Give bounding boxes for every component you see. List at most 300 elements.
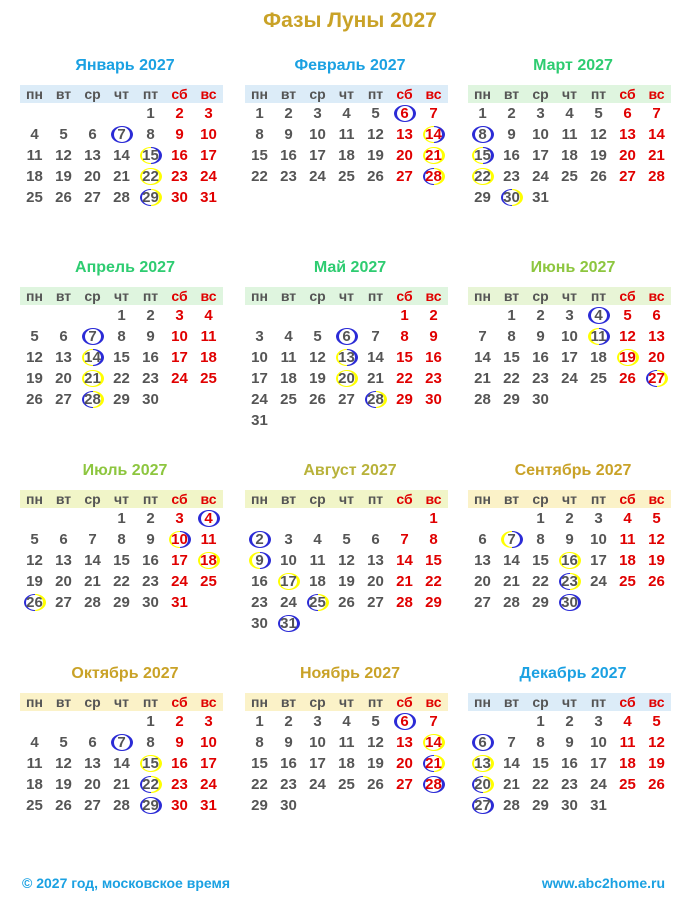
day-cell: 3 xyxy=(204,713,213,730)
day-cell: 1 xyxy=(117,510,126,527)
day-cell: 22 xyxy=(503,370,520,387)
day-cell: 10 xyxy=(251,349,268,366)
day-full-moon: 16 xyxy=(555,550,584,571)
day-cell: 29 xyxy=(425,594,442,611)
weekday-label: сб xyxy=(613,85,642,103)
day-cell: 22 xyxy=(532,573,549,590)
day-cell: 19 xyxy=(367,755,384,772)
weekday-label: пн xyxy=(468,490,497,508)
month-title: Сентябрь 2027 xyxy=(514,462,632,479)
day-cell: 20 xyxy=(396,147,413,164)
day-cell: 14 xyxy=(503,755,520,772)
weekday-label: ср xyxy=(526,85,555,103)
day-cell: 18 xyxy=(619,755,636,772)
day-cell: 26 xyxy=(619,370,636,387)
empty-cell xyxy=(642,592,671,613)
weekday-label: пт xyxy=(361,287,390,305)
empty-cell xyxy=(332,795,361,816)
week-row xyxy=(245,592,455,613)
day-lq-moon: 20 xyxy=(468,774,497,795)
empty-cell xyxy=(303,613,332,634)
week-row xyxy=(468,774,678,795)
month-3 xyxy=(468,57,678,208)
month-title: Июль 2027 xyxy=(82,462,168,479)
day-cell: 13 xyxy=(55,349,72,366)
day-cell: 28 xyxy=(503,594,520,611)
empty-cell xyxy=(419,795,448,816)
weekday-label: ср xyxy=(526,490,555,508)
week-row xyxy=(20,187,230,208)
day-cell: 19 xyxy=(367,147,384,164)
day-cell: 27 xyxy=(84,797,101,814)
empty-cell xyxy=(642,389,671,410)
day-cell: 9 xyxy=(429,328,438,345)
weekday-label: вс xyxy=(419,693,448,711)
day-new-moon: 4 xyxy=(194,508,223,529)
day-cell: 20 xyxy=(367,573,384,590)
empty-cell xyxy=(332,305,361,326)
empty-cell xyxy=(20,508,49,529)
day-cell: 11 xyxy=(309,552,326,569)
day-cell: 16 xyxy=(561,755,578,772)
day-cell: 5 xyxy=(30,328,39,345)
day-cell: 28 xyxy=(113,189,130,206)
day-cell: 9 xyxy=(175,126,184,143)
weekday-label: вс xyxy=(194,287,223,305)
day-cell: 20 xyxy=(648,349,665,366)
weekday-label: пн xyxy=(245,287,274,305)
day-cell: 5 xyxy=(30,531,39,548)
day-cell: 18 xyxy=(26,776,43,793)
day-cell: 14 xyxy=(84,552,101,569)
day-cell: 9 xyxy=(284,126,293,143)
day-cell: 14 xyxy=(367,349,384,366)
day-cell: 23 xyxy=(532,370,549,387)
day-cell: 26 xyxy=(55,189,72,206)
day-cell: 11 xyxy=(280,349,297,366)
day-cell: 21 xyxy=(396,573,413,590)
weekday-label: пт xyxy=(584,490,613,508)
weekday-header xyxy=(20,85,230,103)
weekday-label: вс xyxy=(194,490,223,508)
empty-cell xyxy=(361,508,390,529)
day-cell: 3 xyxy=(284,531,293,548)
weekday-label: ср xyxy=(303,693,332,711)
day-cell: 10 xyxy=(532,126,549,143)
day-cell: 23 xyxy=(251,594,268,611)
empty-cell xyxy=(49,508,78,529)
week-row xyxy=(468,124,678,145)
day-cell: 3 xyxy=(565,307,574,324)
day-cell: 24 xyxy=(309,776,326,793)
day-cell: 30 xyxy=(171,189,188,206)
week-row xyxy=(20,774,230,795)
day-grid xyxy=(245,305,455,431)
day-cell: 21 xyxy=(84,573,101,590)
day-cell: 25 xyxy=(26,797,43,814)
day-cell: 26 xyxy=(55,797,72,814)
day-lq-moon: 30 xyxy=(497,187,526,208)
day-new-moon: 29 xyxy=(136,795,165,816)
day-cell: 3 xyxy=(204,105,213,122)
day-cell: 12 xyxy=(26,349,43,366)
day-cell: 23 xyxy=(142,370,159,387)
day-cell: 19 xyxy=(26,370,43,387)
day-cell: 15 xyxy=(251,147,268,164)
empty-cell xyxy=(390,410,419,431)
day-cell: 8 xyxy=(429,531,438,548)
empty-cell xyxy=(584,592,613,613)
weekday-label: пн xyxy=(20,693,49,711)
weekday-label: чт xyxy=(107,490,136,508)
day-new-moon: 27 xyxy=(468,795,497,816)
day-cell: 1 xyxy=(146,713,155,730)
day-cell: 26 xyxy=(309,391,326,408)
day-cell: 21 xyxy=(648,147,665,164)
empty-cell xyxy=(49,305,78,326)
day-cell: 21 xyxy=(367,370,384,387)
weekday-label: вт xyxy=(49,490,78,508)
day-cell: 25 xyxy=(619,573,636,590)
day-full-moon: 17 xyxy=(274,571,303,592)
empty-cell xyxy=(497,711,526,732)
empty-cell xyxy=(332,410,361,431)
day-cell: 23 xyxy=(280,776,297,793)
day-cell: 17 xyxy=(309,147,326,164)
week-row xyxy=(245,613,455,634)
day-cell: 15 xyxy=(113,349,130,366)
empty-cell xyxy=(274,410,303,431)
empty-cell xyxy=(107,711,136,732)
empty-cell xyxy=(303,305,332,326)
day-cell: 26 xyxy=(338,594,355,611)
week-row xyxy=(245,347,455,368)
day-cell: 7 xyxy=(429,713,438,730)
day-full-moon: 21 xyxy=(419,145,448,166)
day-full-moon: 20 xyxy=(332,368,361,389)
day-cell: 2 xyxy=(507,105,516,122)
day-cell: 7 xyxy=(507,734,516,751)
day-cell: 21 xyxy=(503,776,520,793)
weekday-label: сб xyxy=(165,85,194,103)
month-title: Октябрь 2027 xyxy=(71,665,179,682)
day-cell: 10 xyxy=(309,734,326,751)
day-full-moon: 22 xyxy=(468,166,497,187)
day-cell: 10 xyxy=(171,328,188,345)
weekday-label: вт xyxy=(497,85,526,103)
weekday-label: чт xyxy=(555,287,584,305)
weekday-label: вс xyxy=(194,85,223,103)
day-cell: 12 xyxy=(619,328,636,345)
weekday-label: вс xyxy=(642,490,671,508)
empty-cell xyxy=(78,508,107,529)
weekday-label: сб xyxy=(390,490,419,508)
day-cell: 4 xyxy=(30,734,39,751)
day-cell: 12 xyxy=(55,755,72,772)
day-cell: 26 xyxy=(367,168,384,185)
empty-cell xyxy=(390,795,419,816)
month-title: Февраль 2027 xyxy=(294,57,406,74)
day-cell: 1 xyxy=(400,307,409,324)
empty-cell xyxy=(361,305,390,326)
day-cell: 8 xyxy=(146,126,155,143)
weekday-header xyxy=(245,693,455,711)
day-cell: 1 xyxy=(507,307,516,324)
month-11 xyxy=(245,665,455,816)
month-title: Январь 2027 xyxy=(75,57,175,74)
empty-cell xyxy=(361,410,390,431)
weekday-label: сб xyxy=(165,693,194,711)
day-cell: 9 xyxy=(146,328,155,345)
day-cell: 8 xyxy=(117,531,126,548)
day-cell: 18 xyxy=(619,552,636,569)
day-cell: 11 xyxy=(200,328,217,345)
day-grid xyxy=(20,103,230,208)
day-cell: 11 xyxy=(561,126,578,143)
day-cell: 8 xyxy=(400,328,409,345)
day-cell: 16 xyxy=(425,349,442,366)
day-cell: 11 xyxy=(26,147,43,164)
day-cell: 13 xyxy=(55,552,72,569)
day-cell: 17 xyxy=(171,349,188,366)
weekday-label: чт xyxy=(332,693,361,711)
day-cell: 28 xyxy=(474,391,491,408)
day-cell: 13 xyxy=(84,755,101,772)
weekday-label: сб xyxy=(390,693,419,711)
empty-cell xyxy=(390,613,419,634)
day-cell: 13 xyxy=(648,328,665,345)
day-fq-moon: 7 xyxy=(497,529,526,550)
month-title: Декабрь 2027 xyxy=(519,665,627,682)
day-cell: 28 xyxy=(648,168,665,185)
day-cell: 26 xyxy=(26,391,43,408)
weekday-label: пт xyxy=(584,85,613,103)
day-new-moon: 2 xyxy=(245,529,274,550)
day-cell: 8 xyxy=(117,328,126,345)
day-cell: 12 xyxy=(367,734,384,751)
day-cell: 11 xyxy=(200,531,217,548)
day-new-moon: 6 xyxy=(332,326,361,347)
day-cell: 25 xyxy=(338,776,355,793)
day-cell: 25 xyxy=(338,168,355,185)
day-cell: 14 xyxy=(396,552,413,569)
week-row xyxy=(20,145,230,166)
day-grid xyxy=(468,711,678,816)
day-lq-moon: 23 xyxy=(555,571,584,592)
week-row xyxy=(20,124,230,145)
day-grid xyxy=(245,103,455,187)
day-cell: 27 xyxy=(55,391,72,408)
weekday-label: сб xyxy=(165,490,194,508)
day-new-moon: 6 xyxy=(390,103,419,124)
month-title: Август 2027 xyxy=(303,462,397,479)
day-cell: 5 xyxy=(59,734,68,751)
day-cell: 22 xyxy=(532,776,549,793)
weekday-label: пн xyxy=(245,85,274,103)
week-row xyxy=(245,368,455,389)
day-cell: 10 xyxy=(200,734,217,751)
weekday-label: вт xyxy=(274,287,303,305)
empty-cell xyxy=(274,305,303,326)
day-cell: 2 xyxy=(536,307,545,324)
weekday-label: вс xyxy=(419,287,448,305)
day-lq-moon: 28 xyxy=(419,166,448,187)
day-cell: 24 xyxy=(309,168,326,185)
week-row xyxy=(20,166,230,187)
day-cell: 12 xyxy=(26,552,43,569)
website-link[interactable]: www.abc2home.ru xyxy=(541,875,665,891)
week-row xyxy=(20,103,230,124)
day-cell: 16 xyxy=(280,755,297,772)
week-row xyxy=(468,166,678,187)
day-cell: 5 xyxy=(652,713,661,730)
day-cell: 31 xyxy=(171,594,188,611)
day-cell: 5 xyxy=(623,307,632,324)
week-row xyxy=(20,711,230,732)
week-row xyxy=(468,368,678,389)
day-cell: 25 xyxy=(26,189,43,206)
day-cell: 8 xyxy=(536,531,545,548)
week-row xyxy=(20,753,230,774)
day-cell: 15 xyxy=(113,552,130,569)
day-cell: 17 xyxy=(200,755,217,772)
day-cell: 27 xyxy=(367,594,384,611)
month-8 xyxy=(245,462,455,634)
day-new-moon: 30 xyxy=(555,592,584,613)
day-cell: 2 xyxy=(429,307,438,324)
day-cell: 6 xyxy=(59,531,68,548)
empty-cell xyxy=(332,613,361,634)
day-cell: 2 xyxy=(284,105,293,122)
empty-cell xyxy=(303,508,332,529)
weekday-label: чт xyxy=(332,287,361,305)
day-cell: 24 xyxy=(561,370,578,387)
day-new-moon: 28 xyxy=(419,774,448,795)
month-title: Июнь 2027 xyxy=(530,259,616,276)
day-cell: 19 xyxy=(55,776,72,793)
day-cell: 22 xyxy=(113,370,130,387)
day-cell: 16 xyxy=(142,552,159,569)
weekday-label: пн xyxy=(20,490,49,508)
page-title: Фазы Луны 2027 xyxy=(263,9,437,32)
day-cell: 18 xyxy=(338,147,355,164)
day-new-moon: 4 xyxy=(584,305,613,326)
day-cell: 5 xyxy=(594,105,603,122)
day-cell: 10 xyxy=(590,531,607,548)
day-cell: 4 xyxy=(284,328,293,345)
empty-cell xyxy=(361,795,390,816)
day-cell: 26 xyxy=(367,776,384,793)
day-cell: 2 xyxy=(175,105,184,122)
weekday-header xyxy=(20,287,230,305)
day-cell: 9 xyxy=(146,531,155,548)
empty-cell xyxy=(78,711,107,732)
day-new-moon: 31 xyxy=(274,613,303,634)
day-cell: 21 xyxy=(113,776,130,793)
day-cell: 9 xyxy=(175,734,184,751)
day-cell: 3 xyxy=(175,307,184,324)
day-cell: 18 xyxy=(338,755,355,772)
weekday-label: ср xyxy=(78,85,107,103)
day-new-moon: 6 xyxy=(390,711,419,732)
empty-cell xyxy=(419,410,448,431)
day-cell: 4 xyxy=(565,105,574,122)
day-cell: 1 xyxy=(117,307,126,324)
day-cell: 11 xyxy=(619,734,636,751)
weekday-label: ср xyxy=(303,85,332,103)
weekday-label: вс xyxy=(642,287,671,305)
day-cell: 20 xyxy=(55,573,72,590)
day-cell: 9 xyxy=(507,126,516,143)
day-full-moon: 21 xyxy=(78,368,107,389)
day-cell: 6 xyxy=(652,307,661,324)
weekday-label: сб xyxy=(613,287,642,305)
week-row xyxy=(468,347,678,368)
week-row xyxy=(20,326,230,347)
day-grid xyxy=(245,711,455,816)
empty-cell xyxy=(613,389,642,410)
copyright-note: © 2027 год, московское время xyxy=(22,875,230,891)
week-row xyxy=(20,571,230,592)
weekday-label: сб xyxy=(613,490,642,508)
weekday-label: вс xyxy=(642,693,671,711)
day-fq-moon: 14 xyxy=(419,124,448,145)
day-cell: 7 xyxy=(478,328,487,345)
month-title: Ноябрь 2027 xyxy=(300,665,400,682)
day-cell: 19 xyxy=(309,370,326,387)
day-cell: 16 xyxy=(503,147,520,164)
month-10 xyxy=(20,665,230,816)
day-cell: 29 xyxy=(113,594,130,611)
day-grid xyxy=(20,508,230,613)
day-cell: 27 xyxy=(619,168,636,185)
day-cell: 30 xyxy=(425,391,442,408)
day-full-moon: 18 xyxy=(194,550,223,571)
empty-cell xyxy=(497,508,526,529)
day-cell: 19 xyxy=(26,573,43,590)
week-row xyxy=(245,305,455,326)
day-grid xyxy=(468,305,678,410)
empty-cell xyxy=(642,187,671,208)
day-cell: 27 xyxy=(396,776,413,793)
day-lq-moon: 28 xyxy=(78,389,107,410)
weekday-label: ср xyxy=(78,490,107,508)
day-cell: 12 xyxy=(309,349,326,366)
weekday-header xyxy=(245,490,455,508)
weekday-label: пт xyxy=(584,287,613,305)
week-row xyxy=(245,145,455,166)
day-cell: 7 xyxy=(652,105,661,122)
weekday-label: пн xyxy=(245,693,274,711)
weekday-label: чт xyxy=(107,693,136,711)
day-cell: 9 xyxy=(536,328,545,345)
day-cell: 17 xyxy=(590,552,607,569)
weekday-header xyxy=(245,85,455,103)
weekday-label: вс xyxy=(642,85,671,103)
day-cell: 24 xyxy=(590,776,607,793)
day-cell: 5 xyxy=(59,126,68,143)
weekday-label: пт xyxy=(361,490,390,508)
day-lq-moon: 21 xyxy=(419,753,448,774)
day-cell: 4 xyxy=(623,713,632,730)
day-cell: 17 xyxy=(590,755,607,772)
day-new-moon: 6 xyxy=(468,732,497,753)
week-row xyxy=(245,753,455,774)
weekday-label: вт xyxy=(274,490,303,508)
weekday-label: пт xyxy=(361,85,390,103)
day-cell: 22 xyxy=(251,168,268,185)
empty-cell xyxy=(245,508,274,529)
